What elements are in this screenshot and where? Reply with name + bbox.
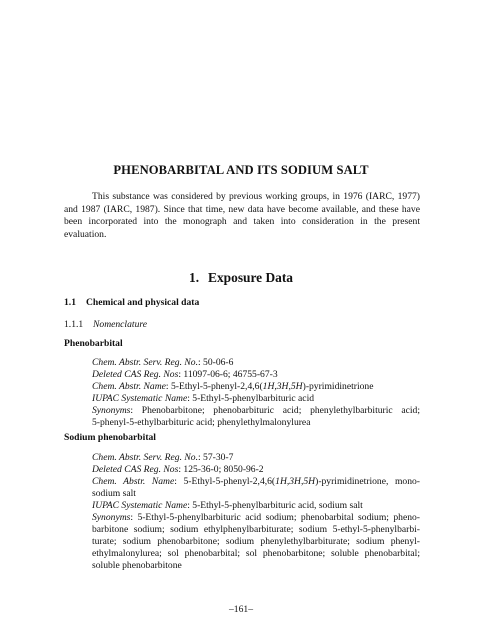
monograph-title: PHENOBARBITAL AND ITS SODIUM SALT	[113, 163, 369, 177]
synonyms-line: ethylmalonylurea; sol phenobarbital; sol phenobarbitone; soluble phenobarbital;	[92, 548, 420, 559]
subsubsection-number: 1.1.1	[64, 319, 84, 330]
iupac-name-line: IUPAC Systematic Name: 5-Ethyl-5-phenylbarbituric acid, sodium salt	[92, 500, 363, 511]
subsubsection-title: Nomenclature	[93, 319, 147, 330]
deleted-cas-line: Deleted CAS Reg. Nos: 11097-06-6; 46755-67-3	[92, 369, 278, 380]
synonyms-line: 5-phenyl-5-ethylbarbituric acid; phenylethylmalonylurea	[92, 417, 311, 428]
synonyms-line: Synonyms: 5-Ethyl-5-phenylbarbituric acid sodium; phenobarbital sodium; pheno-	[92, 512, 420, 523]
section-number: 1.	[189, 270, 200, 285]
chem-abstr-name-line: sodium salt	[92, 488, 136, 499]
synonyms-line: barbitone sodium; sodium ethylphenylbarbiturate; sodium 5-ethyl-5-phenylbarbi-	[92, 524, 420, 535]
synonyms-line: Synonyms: Phenobarbitone; phenobarbituric acid; phenylethylbarbituric acid;	[92, 405, 420, 416]
subsection-heading	[64, 297, 199, 308]
synonyms-line: turate; sodium phenobarbitone; sodium phenylethylbarbiturate; sodium phenyl-	[92, 536, 420, 547]
subsection-title: Chemical and physical data	[86, 297, 200, 308]
iupac-name-line: IUPAC Systematic Name: 5-Ethyl-5-phenylbarbituric acid	[92, 393, 315, 404]
sodium-phenobarbital-heading: Sodium phenobarbital	[64, 432, 156, 443]
deleted-cas-line: Deleted CAS Reg. Nos: 125-36-0; 8050-96-2	[92, 464, 264, 475]
subsection-number: 1.1	[64, 297, 76, 308]
section-title: Exposure Data	[208, 270, 293, 285]
synonyms-line: soluble phenobarbitone	[92, 560, 182, 571]
phenobarbital-heading: Phenobarbital	[64, 338, 123, 349]
phenobarbital-nomenclature	[92, 357, 420, 429]
sodium-phenobarbital-nomenclature	[92, 452, 420, 572]
cas-number-line: Chem. Abstr. Serv. Reg. No.: 57-30-7	[92, 452, 234, 463]
intro-paragraph: This substance was considered by previous working groups, in 1976 (IARC, 1977) and 1987 (IARC, 1987). Since that time, new data have become available, and these have been incorporated into the monograph and taken into consideration in the present evaluation.	[64, 191, 420, 240]
section-heading	[0, 270, 482, 286]
subsubsection-heading	[64, 319, 147, 330]
chem-abstr-name-line: Chem. Abstr. Name: 5-Ethyl-5-phenyl-2,4,6(1H,3H,5H)-pyrimidinetrione, mono-	[92, 476, 421, 487]
chem-abstr-name-line: Chem. Abstr. Name: 5-Ethyl-5-phenyl-2,4,6(1H,3H,5H)-pyrimidinetrione	[92, 381, 374, 392]
cas-number-line: Chem. Abstr. Serv. Reg. No.: 50-06-6	[92, 357, 234, 368]
page-number: –161–	[229, 604, 253, 615]
